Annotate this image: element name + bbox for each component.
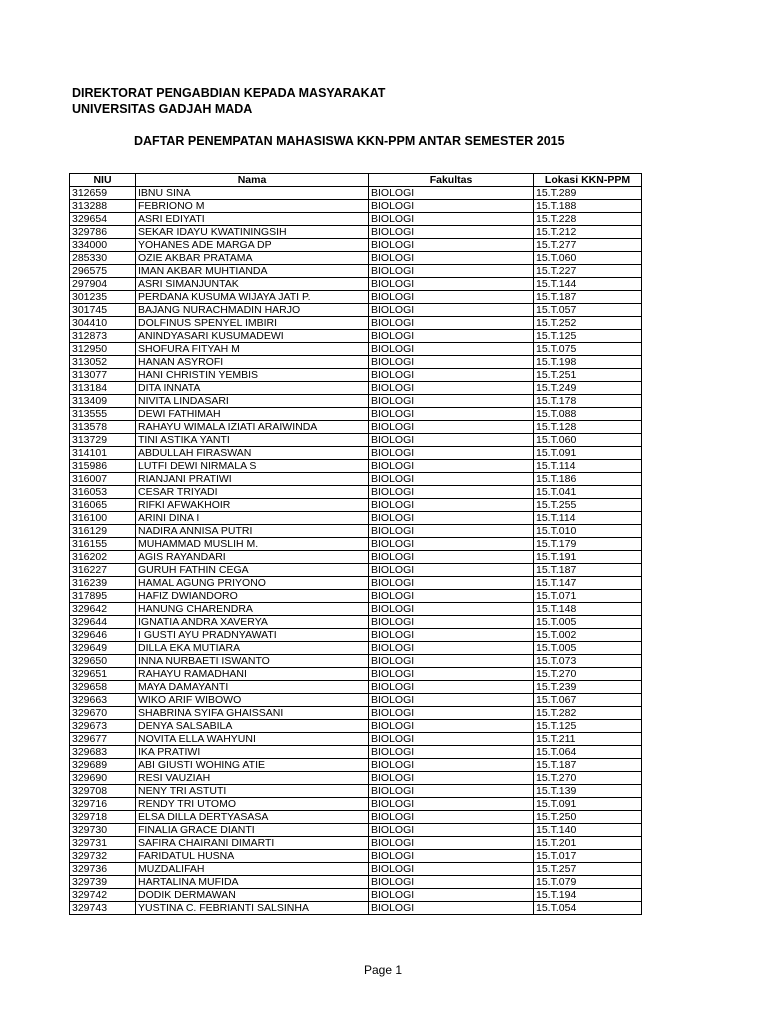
table-row: [70, 863, 642, 876]
table-row: [70, 772, 642, 785]
niu-cell: 316239: [70, 577, 136, 590]
header-institution: DIREKTORAT PENGABDIAN KEPADA MASYARAKAT: [72, 86, 386, 100]
fakultas-cell: BIOLOGI: [369, 213, 534, 226]
nama-cell: IMAN AKBAR MUHTIANDA: [136, 265, 369, 278]
lokasi-cell: 15.T.071: [534, 590, 642, 603]
lokasi-cell: 15.T.125: [534, 720, 642, 733]
table-row: [70, 278, 642, 291]
nama-cell: DITA INNATA: [136, 382, 369, 395]
table-row: [70, 434, 642, 447]
lokasi-cell: 15.T.091: [534, 798, 642, 811]
niu-cell: 316100: [70, 512, 136, 525]
nama-cell: SAFIRA CHAIRANI DIMARTI: [136, 837, 369, 850]
fakultas-cell: BIOLOGI: [369, 473, 534, 486]
niu-cell: 329708: [70, 785, 136, 798]
niu-cell: 329683: [70, 746, 136, 759]
niu-cell: 301745: [70, 304, 136, 317]
nama-cell: RAHAYU RAMADHANI: [136, 668, 369, 681]
nama-cell: ELSA DILLA DERTYASASA: [136, 811, 369, 824]
lokasi-cell: 15.T.191: [534, 551, 642, 564]
table-row: [70, 616, 642, 629]
table-row: [70, 382, 642, 395]
niu-cell: 315986: [70, 460, 136, 473]
lokasi-cell: 15.T.249: [534, 382, 642, 395]
niu-cell: 313578: [70, 421, 136, 434]
lokasi-cell: 15.T.270: [534, 668, 642, 681]
nama-cell: FEBRIONO M: [136, 200, 369, 213]
table-row: [70, 538, 642, 551]
lokasi-cell: 15.T.128: [534, 421, 642, 434]
fakultas-cell: BIOLOGI: [369, 291, 534, 304]
fakultas-cell: BIOLOGI: [369, 824, 534, 837]
table-row: [70, 512, 642, 525]
niu-cell: 312950: [70, 343, 136, 356]
fakultas-cell: BIOLOGI: [369, 304, 534, 317]
fakultas-cell: BIOLOGI: [369, 343, 534, 356]
column-header-lokasi: Lokasi KKN-PPM: [534, 174, 642, 187]
lokasi-cell: 15.T.091: [534, 447, 642, 460]
lokasi-cell: 15.T.179: [534, 538, 642, 551]
lokasi-cell: 15.T.198: [534, 356, 642, 369]
niu-cell: 313288: [70, 200, 136, 213]
fakultas-cell: BIOLOGI: [369, 395, 534, 408]
lokasi-cell: 15.T.005: [534, 616, 642, 629]
nama-cell: DODIK DERMAWAN: [136, 889, 369, 902]
niu-cell: 329743: [70, 902, 136, 915]
niu-cell: 329739: [70, 876, 136, 889]
niu-cell: 329716: [70, 798, 136, 811]
niu-cell: 313184: [70, 382, 136, 395]
nama-cell: TINI ASTIKA YANTI: [136, 434, 369, 447]
nama-cell: DOLFINUS SPENYEL IMBIRI: [136, 317, 369, 330]
fakultas-cell: BIOLOGI: [369, 590, 534, 603]
fakultas-cell: BIOLOGI: [369, 369, 534, 382]
table-row: [70, 408, 642, 421]
niu-cell: 329651: [70, 668, 136, 681]
lokasi-cell: 15.T.073: [534, 655, 642, 668]
table-row: [70, 577, 642, 590]
lokasi-cell: 15.T.057: [534, 304, 642, 317]
lokasi-cell: 15.T.255: [534, 499, 642, 512]
fakultas-cell: BIOLOGI: [369, 876, 534, 889]
niu-cell: 329646: [70, 629, 136, 642]
niu-cell: 312659: [70, 187, 136, 200]
niu-cell: 316129: [70, 525, 136, 538]
niu-cell: 329718: [70, 811, 136, 824]
table-row: [70, 330, 642, 343]
fakultas-cell: BIOLOGI: [369, 538, 534, 551]
niu-cell: 316007: [70, 473, 136, 486]
column-header-nama: Nama: [136, 174, 369, 187]
fakultas-cell: BIOLOGI: [369, 759, 534, 772]
lokasi-cell: 15.T.005: [534, 642, 642, 655]
niu-cell: 329677: [70, 733, 136, 746]
table-row: [70, 317, 642, 330]
lokasi-cell: 15.T.250: [534, 811, 642, 824]
lokasi-cell: 15.T.251: [534, 369, 642, 382]
lokasi-cell: 15.T.270: [534, 772, 642, 785]
page-number: Page 1: [364, 963, 403, 977]
fakultas-cell: BIOLOGI: [369, 785, 534, 798]
fakultas-cell: BIOLOGI: [369, 564, 534, 577]
fakultas-cell: BIOLOGI: [369, 577, 534, 590]
table-row: [70, 655, 642, 668]
fakultas-cell: BIOLOGI: [369, 720, 534, 733]
table-body: [70, 187, 642, 915]
table-row: [70, 876, 642, 889]
nama-cell: HANUNG CHARENDRA: [136, 603, 369, 616]
fakultas-cell: BIOLOGI: [369, 421, 534, 434]
fakultas-cell: BIOLOGI: [369, 525, 534, 538]
fakultas-cell: BIOLOGI: [369, 733, 534, 746]
table-row: [70, 551, 642, 564]
lokasi-cell: 15.T.187: [534, 564, 642, 577]
table-row: [70, 837, 642, 850]
lokasi-cell: 15.T.228: [534, 213, 642, 226]
lokasi-cell: 15.T.188: [534, 200, 642, 213]
nama-cell: ANINDYASARI KUSUMADEWI: [136, 330, 369, 343]
niu-cell: 329673: [70, 720, 136, 733]
nama-cell: MUHAMMAD MUSLIH M.: [136, 538, 369, 551]
nama-cell: I GUSTI AYU PRADNYAWATI: [136, 629, 369, 642]
lokasi-cell: 15.T.067: [534, 694, 642, 707]
table-row: [70, 252, 642, 265]
fakultas-cell: BIOLOGI: [369, 200, 534, 213]
niu-cell: 313409: [70, 395, 136, 408]
fakultas-cell: BIOLOGI: [369, 772, 534, 785]
nama-cell: RIFKI AFWAKHOIR: [136, 499, 369, 512]
table-row: [70, 889, 642, 902]
fakultas-cell: BIOLOGI: [369, 187, 534, 200]
nama-cell: RENDY TRI UTOMO: [136, 798, 369, 811]
fakultas-cell: BIOLOGI: [369, 850, 534, 863]
lokasi-cell: 15.T.064: [534, 746, 642, 759]
lokasi-cell: 15.T.010: [534, 525, 642, 538]
niu-cell: 313052: [70, 356, 136, 369]
fakultas-cell: BIOLOGI: [369, 434, 534, 447]
fakultas-cell: BIOLOGI: [369, 382, 534, 395]
niu-cell: 329650: [70, 655, 136, 668]
table-header-row: [70, 174, 642, 187]
table-row: [70, 564, 642, 577]
lokasi-cell: 15.T.186: [534, 473, 642, 486]
lokasi-cell: 15.T.144: [534, 278, 642, 291]
table-row: [70, 681, 642, 694]
lokasi-cell: 15.T.054: [534, 902, 642, 915]
table-row: [70, 369, 642, 382]
fakultas-cell: BIOLOGI: [369, 746, 534, 759]
fakultas-cell: BIOLOGI: [369, 330, 534, 343]
nama-cell: IBNU SINA: [136, 187, 369, 200]
nama-cell: RESI VAUZIAH: [136, 772, 369, 785]
fakultas-cell: BIOLOGI: [369, 447, 534, 460]
lokasi-cell: 15.T.060: [534, 252, 642, 265]
niu-cell: 329690: [70, 772, 136, 785]
lokasi-cell: 15.T.114: [534, 512, 642, 525]
fakultas-cell: BIOLOGI: [369, 512, 534, 525]
lokasi-cell: 15.T.257: [534, 863, 642, 876]
lokasi-cell: 15.T.002: [534, 629, 642, 642]
table-row: [70, 304, 642, 317]
nama-cell: HANI CHRISTIN YEMBIS: [136, 369, 369, 382]
fakultas-cell: BIOLOGI: [369, 226, 534, 239]
nama-cell: HANAN ASYROFI: [136, 356, 369, 369]
niu-cell: 329644: [70, 616, 136, 629]
niu-cell: 329730: [70, 824, 136, 837]
fakultas-cell: BIOLOGI: [369, 642, 534, 655]
lokasi-cell: 15.T.041: [534, 486, 642, 499]
niu-cell: 316227: [70, 564, 136, 577]
lokasi-cell: 15.T.277: [534, 239, 642, 252]
lokasi-cell: 15.T.201: [534, 837, 642, 850]
lokasi-cell: 15.T.211: [534, 733, 642, 746]
nama-cell: SHABRINA SYIFA GHAISSANI: [136, 707, 369, 720]
table-row: [70, 707, 642, 720]
niu-cell: 297904: [70, 278, 136, 291]
nama-cell: ARINI DINA I: [136, 512, 369, 525]
table-row: [70, 421, 642, 434]
table-row: [70, 629, 642, 642]
table-row: [70, 239, 642, 252]
lokasi-cell: 15.T.125: [534, 330, 642, 343]
fakultas-cell: BIOLOGI: [369, 668, 534, 681]
fakultas-cell: BIOLOGI: [369, 811, 534, 824]
nama-cell: OZIE AKBAR PRATAMA: [136, 252, 369, 265]
table-row: [70, 200, 642, 213]
niu-cell: 329731: [70, 837, 136, 850]
lokasi-cell: 15.T.289: [534, 187, 642, 200]
niu-cell: 316155: [70, 538, 136, 551]
niu-cell: 316202: [70, 551, 136, 564]
nama-cell: ASRI EDIYATI: [136, 213, 369, 226]
lokasi-cell: 15.T.194: [534, 889, 642, 902]
nama-cell: IGNATIA ANDRA XAVERYA: [136, 616, 369, 629]
niu-cell: 329649: [70, 642, 136, 655]
lokasi-cell: 15.T.212: [534, 226, 642, 239]
nama-cell: HAFIZ DWIANDORO: [136, 590, 369, 603]
column-header-fakultas: Fakultas: [369, 174, 534, 187]
nama-cell: ABDULLAH FIRASWAN: [136, 447, 369, 460]
fakultas-cell: BIOLOGI: [369, 655, 534, 668]
fakultas-cell: BIOLOGI: [369, 408, 534, 421]
placement-table: [69, 173, 642, 915]
nama-cell: PERDANA KUSUMA WIJAYA JATI P.: [136, 291, 369, 304]
table-row: [70, 447, 642, 460]
fakultas-cell: BIOLOGI: [369, 681, 534, 694]
table-row: [70, 525, 642, 538]
niu-cell: 312873: [70, 330, 136, 343]
table-row: [70, 291, 642, 304]
table-row: [70, 720, 642, 733]
lokasi-cell: 15.T.282: [534, 707, 642, 720]
lokasi-cell: 15.T.079: [534, 876, 642, 889]
nama-cell: FINALIA GRACE DIANTI: [136, 824, 369, 837]
nama-cell: CESAR TRIYADI: [136, 486, 369, 499]
fakultas-cell: BIOLOGI: [369, 707, 534, 720]
lokasi-cell: 15.T.088: [534, 408, 642, 421]
niu-cell: 329786: [70, 226, 136, 239]
fakultas-cell: BIOLOGI: [369, 902, 534, 915]
niu-cell: 314101: [70, 447, 136, 460]
table-row: [70, 668, 642, 681]
fakultas-cell: BIOLOGI: [369, 278, 534, 291]
lokasi-cell: 15.T.140: [534, 824, 642, 837]
nama-cell: LUTFI DEWI NIRMALA S: [136, 460, 369, 473]
nama-cell: NENY TRI ASTUTI: [136, 785, 369, 798]
table-row: [70, 785, 642, 798]
fakultas-cell: BIOLOGI: [369, 551, 534, 564]
table-row: [70, 356, 642, 369]
nama-cell: MUZDALIFAH: [136, 863, 369, 876]
niu-cell: 329732: [70, 850, 136, 863]
table-row: [70, 603, 642, 616]
nama-cell: NADIRA ANNISA PUTRI: [136, 525, 369, 538]
nama-cell: BAJANG NURACHMADIN HARJO: [136, 304, 369, 317]
table-row: [70, 642, 642, 655]
niu-cell: 317895: [70, 590, 136, 603]
nama-cell: HAMAL AGUNG PRIYONO: [136, 577, 369, 590]
niu-cell: 301235: [70, 291, 136, 304]
fakultas-cell: BIOLOGI: [369, 486, 534, 499]
fakultas-cell: BIOLOGI: [369, 356, 534, 369]
table-row: [70, 343, 642, 356]
fakultas-cell: BIOLOGI: [369, 694, 534, 707]
nama-cell: RIANJANI PRATIWI: [136, 473, 369, 486]
table-row: [70, 694, 642, 707]
nama-cell: ABI GIUSTI WOHING ATIE: [136, 759, 369, 772]
fakultas-cell: BIOLOGI: [369, 460, 534, 473]
niu-cell: 334000: [70, 239, 136, 252]
niu-cell: 329654: [70, 213, 136, 226]
fakultas-cell: BIOLOGI: [369, 252, 534, 265]
table-row: [70, 798, 642, 811]
nama-cell: YOHANES ADE MARGA DP: [136, 239, 369, 252]
table-row: [70, 473, 642, 486]
nama-cell: AGIS RAYANDARI: [136, 551, 369, 564]
niu-cell: 313555: [70, 408, 136, 421]
fakultas-cell: BIOLOGI: [369, 863, 534, 876]
header-university: UNIVERSITAS GADJAH MADA: [72, 102, 253, 116]
nama-cell: IKA PRATIWI: [136, 746, 369, 759]
niu-cell: 329658: [70, 681, 136, 694]
table-row: [70, 460, 642, 473]
nama-cell: WIKO ARIF WIBOWO: [136, 694, 369, 707]
nama-cell: YUSTINA C. FEBRIANTI SALSINHA: [136, 902, 369, 915]
niu-cell: 313077: [70, 369, 136, 382]
table-row: [70, 746, 642, 759]
nama-cell: MAYA DAMAYANTI: [136, 681, 369, 694]
niu-cell: 329742: [70, 889, 136, 902]
table-row: [70, 811, 642, 824]
nama-cell: SHOFURA FITYAH M: [136, 343, 369, 356]
niu-cell: 329689: [70, 759, 136, 772]
table-row: [70, 486, 642, 499]
table-row: [70, 187, 642, 200]
table-row: [70, 733, 642, 746]
lokasi-cell: 15.T.075: [534, 343, 642, 356]
table-row: [70, 590, 642, 603]
nama-cell: DEWI FATHIMAH: [136, 408, 369, 421]
fakultas-cell: BIOLOGI: [369, 239, 534, 252]
lokasi-cell: 15.T.147: [534, 577, 642, 590]
table-row: [70, 824, 642, 837]
lokasi-cell: 15.T.114: [534, 460, 642, 473]
nama-cell: SEKAR IDAYU KWATININGSIH: [136, 226, 369, 239]
table-row: [70, 850, 642, 863]
lokasi-cell: 15.T.017: [534, 850, 642, 863]
lokasi-cell: 15.T.178: [534, 395, 642, 408]
table-row: [70, 213, 642, 226]
fakultas-cell: BIOLOGI: [369, 603, 534, 616]
niu-cell: 316053: [70, 486, 136, 499]
lokasi-cell: 15.T.148: [534, 603, 642, 616]
nama-cell: DENYA SALSABILA: [136, 720, 369, 733]
nama-cell: INNA NURBAETI ISWANTO: [136, 655, 369, 668]
niu-cell: 285330: [70, 252, 136, 265]
lokasi-cell: 15.T.252: [534, 317, 642, 330]
nama-cell: FARIDATUL HUSNA: [136, 850, 369, 863]
nama-cell: NIVITA LINDASARI: [136, 395, 369, 408]
fakultas-cell: BIOLOGI: [369, 265, 534, 278]
niu-cell: 329642: [70, 603, 136, 616]
fakultas-cell: BIOLOGI: [369, 837, 534, 850]
nama-cell: HARTALINA MUFIDA: [136, 876, 369, 889]
lokasi-cell: 15.T.239: [534, 681, 642, 694]
document-title: DAFTAR PENEMPATAN MAHASISWA KKN-PPM ANTAR SEMESTER 2015: [134, 134, 565, 148]
lokasi-cell: 15.T.139: [534, 785, 642, 798]
table-row: [70, 759, 642, 772]
table-row: [70, 226, 642, 239]
nama-cell: NOVITA ELLA WAHYUNI: [136, 733, 369, 746]
nama-cell: GURUH FATHIN CEGA: [136, 564, 369, 577]
fakultas-cell: BIOLOGI: [369, 889, 534, 902]
nama-cell: RAHAYU WIMALA IZIATI ARAIWINDA: [136, 421, 369, 434]
nama-cell: DILLA EKA MUTIARA: [136, 642, 369, 655]
niu-cell: 313729: [70, 434, 136, 447]
fakultas-cell: BIOLOGI: [369, 616, 534, 629]
fakultas-cell: BIOLOGI: [369, 317, 534, 330]
table-row: [70, 499, 642, 512]
fakultas-cell: BIOLOGI: [369, 499, 534, 512]
niu-cell: 316065: [70, 499, 136, 512]
table-row: [70, 265, 642, 278]
column-header-niu: NIU: [70, 174, 136, 187]
lokasi-cell: 15.T.187: [534, 291, 642, 304]
niu-cell: 329736: [70, 863, 136, 876]
table-row: [70, 902, 642, 915]
nama-cell: ASRI SIMANJUNTAK: [136, 278, 369, 291]
niu-cell: 304410: [70, 317, 136, 330]
lokasi-cell: 15.T.060: [534, 434, 642, 447]
fakultas-cell: BIOLOGI: [369, 629, 534, 642]
niu-cell: 329663: [70, 694, 136, 707]
table-row: [70, 395, 642, 408]
niu-cell: 296575: [70, 265, 136, 278]
lokasi-cell: 15.T.227: [534, 265, 642, 278]
fakultas-cell: BIOLOGI: [369, 798, 534, 811]
lokasi-cell: 15.T.187: [534, 759, 642, 772]
niu-cell: 329670: [70, 707, 136, 720]
